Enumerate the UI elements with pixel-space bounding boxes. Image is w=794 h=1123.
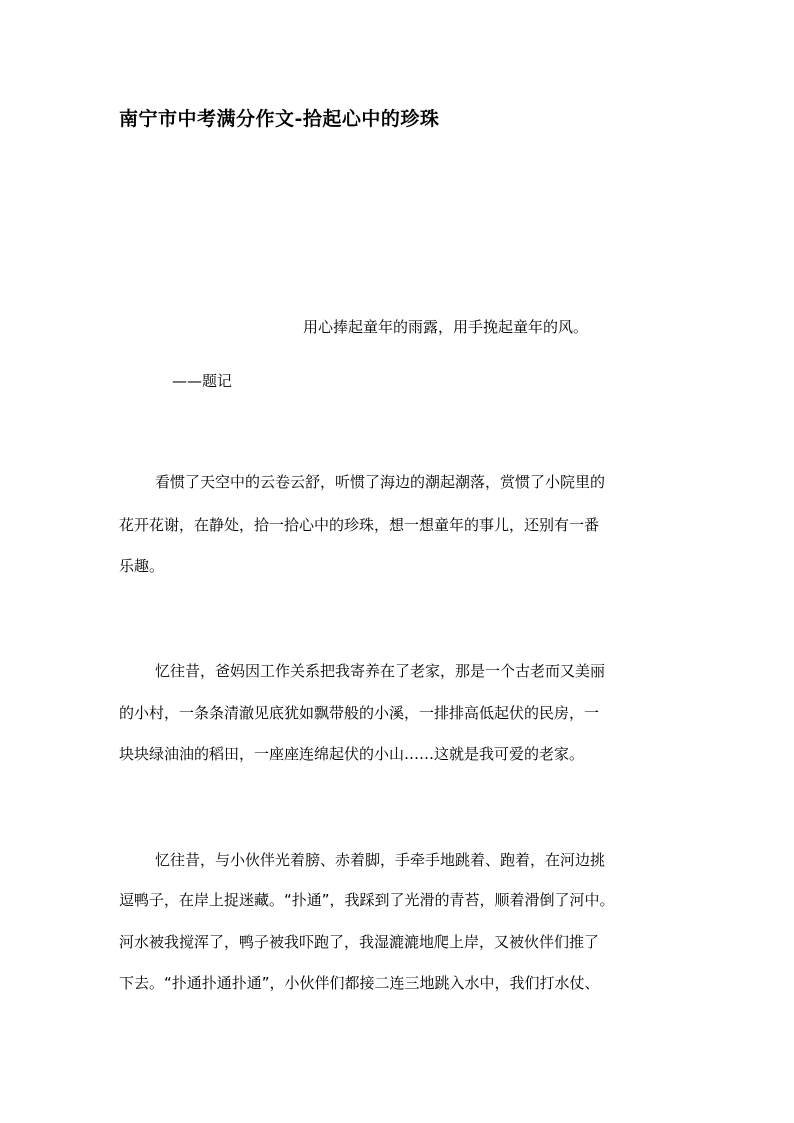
- paragraph-2-line-3: 块块绿油油的稻田，一座座连绵起伏的小山……这就是我可爱的老家。: [119, 745, 585, 763]
- paragraph-3-line-3: 河水被我搅浑了，鸭子被我吓跑了，我湿漉漉地爬上岸，又被伙伴们推了: [119, 933, 600, 951]
- paragraph-1-line-2: 花开花谢，在静处，拾一拾心中的珍珠，想一想童年的事儿，还别有一番: [119, 516, 600, 534]
- paragraph-1-line-1: 看惯了天空中的云卷云舒，听惯了海边的潮起潮落，赏惯了小院里的: [155, 473, 606, 491]
- epigraph-attribution: ——题记: [172, 372, 233, 390]
- epigraph: 用心捧起童年的雨露，用手挽起童年的风。: [303, 318, 589, 336]
- paragraph-1-line-3: 乐趣。: [119, 557, 165, 575]
- paragraph-2-line-1: 忆往昔，爸妈因工作关系把我寄养在了老家，那是一个古老而又美丽: [155, 662, 606, 680]
- paragraph-3-line-4: 下去。“扑通扑通扑通”，小伙伴们都接二连三地跳入水中，我们打水仗、: [119, 974, 600, 992]
- paragraph-3-line-2: 逗鸭子，在岸上捉迷藏。“扑通”，我踩到了光滑的青苔，顺着滑倒了河中。: [119, 891, 615, 909]
- paragraph-2-line-2: 的小村，一条条清澈见底犹如飘带般的小溪，一排排高低起伏的民房，一: [119, 704, 600, 722]
- paragraph-3-line-1: 忆往昔，与小伙伴光着膀、赤着脚，手牵手地跳着、跑着，在河边挑: [155, 851, 606, 869]
- document-title: 南宁市中考满分作文-拾起心中的珍珠: [119, 108, 440, 130]
